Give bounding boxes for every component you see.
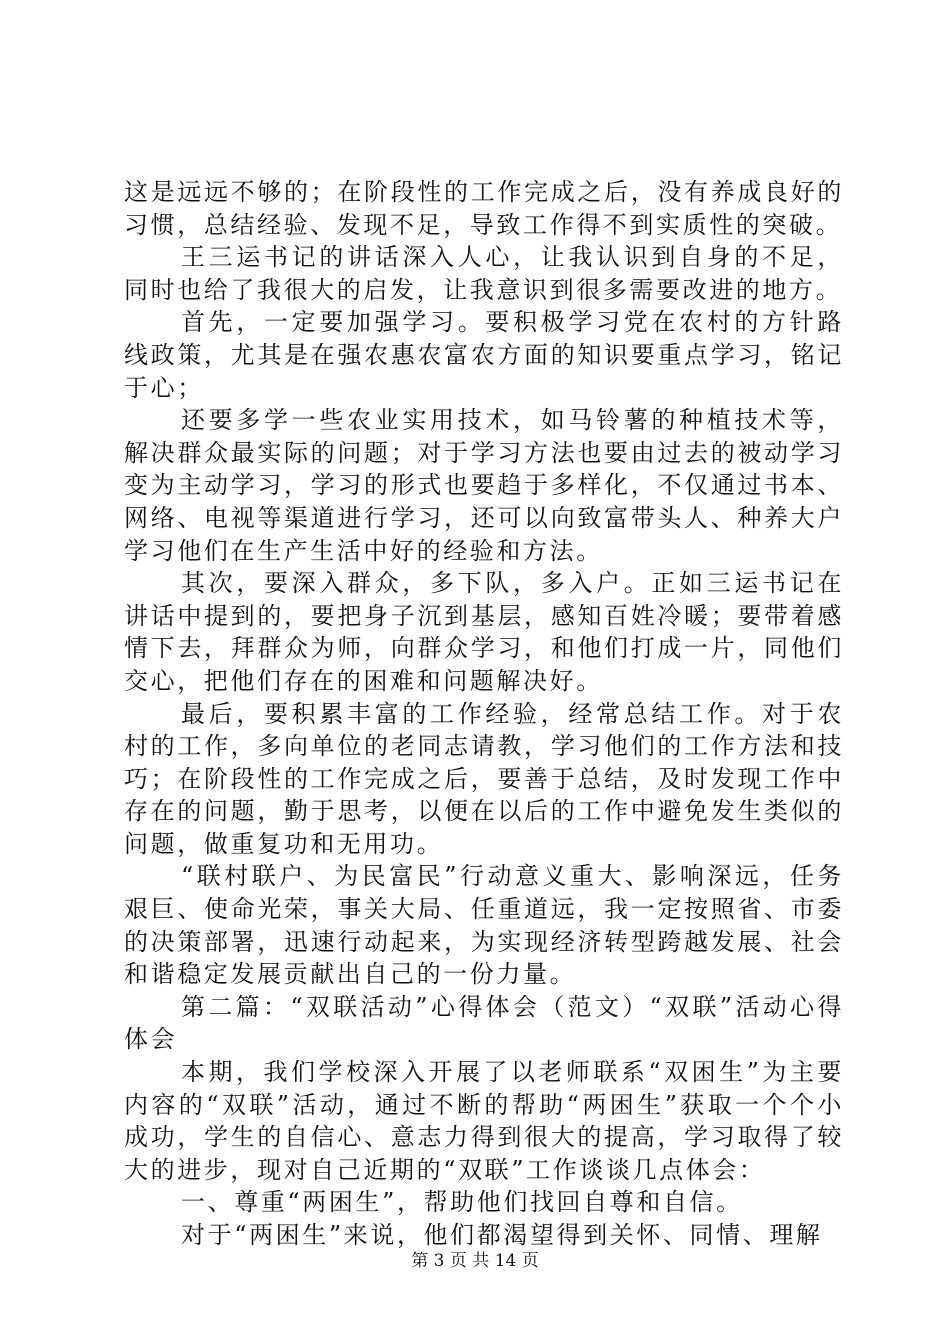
paragraph-7: “联村联户、为民富民”行动意义重大、影响深远，任务艰巨、使命光荣，事关大局、任重道远，我一定按照省、市委的决策部署，迅速行动起来，为实现经济转型跨越发展、社会和谐稳定发展贡献出自己的一份力量。 bbox=[124, 862, 844, 989]
paragraph-11: 对于“两困生”来说，他们都渴望得到关怀、同情、理解 bbox=[181, 1221, 823, 1249]
paragraph-5: 其次，要深入群众，多下队，多入户。正如三运书记在讲话中提到的，要把身子沉到基层，感知百姓冷暖；要带着感情下去，拜群众为师，向群众学习，和他们打成一片，同他们交心，把他们存在的困难和问题解决好。 bbox=[124, 569, 844, 695]
section-heading: 第二篇：“双联活动”心得体会（范文）“双联”活动心得体会 bbox=[124, 992, 844, 1054]
paragraph-9: 本期，我们学校深入开展了以老师联系“双困生”为主要内容的“双联”活动，通过不断的帮助“两困生”获取一个个小成功，学生的自信心、意志力得到很大的提高，学习取得了较大的进步，现对自己近期的“双联”工作谈谈几点体会： bbox=[124, 1058, 844, 1184]
subheading-1: 一、尊重“两困生”，帮助他们找回自尊和自信。 bbox=[181, 1188, 743, 1217]
page-number-footer: 第 3 页 共 14 页 bbox=[411, 1251, 539, 1271]
paragraph-6: 最后，要积累丰富的工作经验，经常总结工作。对于农村的工作，多向单位的老同志请教，学习他们的工作方法和技巧；在阶段性的工作完成之后，要善于总结，及时发现工作中存在的问题，勤于思考，以便在以后的工作中避免发生类似的问题，做重复功和无用功。 bbox=[124, 699, 844, 858]
paragraph-2: 王三运书记的讲话深入人心，让我认识到自身的不足，同时也给了我很大的启发，让我意识到很多需要改进的地方。 bbox=[124, 243, 844, 304]
paragraph-4: 还要多学一些农业实用技术，如马铃薯的种植技术等，解决群众最实际的问题；对于学习方法也要由过去的被动学习变为主动学习，学习的形式也要趋于多样化，不仅通过书本、网络、电视等渠道进行学习，还可以向致富带头人、种养大户学习他们在生产生活中好的经验和方法。 bbox=[124, 406, 844, 565]
paragraph-1: 这是远远不够的；在阶段性的工作完成之后，没有养成良好的习惯，总结经验、发现不足，导致工作得不到实质性的突破。 bbox=[124, 178, 844, 239]
paragraph-3: 首先，一定要加强学习。要积极学习党在农村的方针路线政策，尤其是在强农惠农富农方面的知识要重点学习，铭记于心； bbox=[124, 308, 844, 402]
document-body bbox=[124, 176, 844, 1252]
